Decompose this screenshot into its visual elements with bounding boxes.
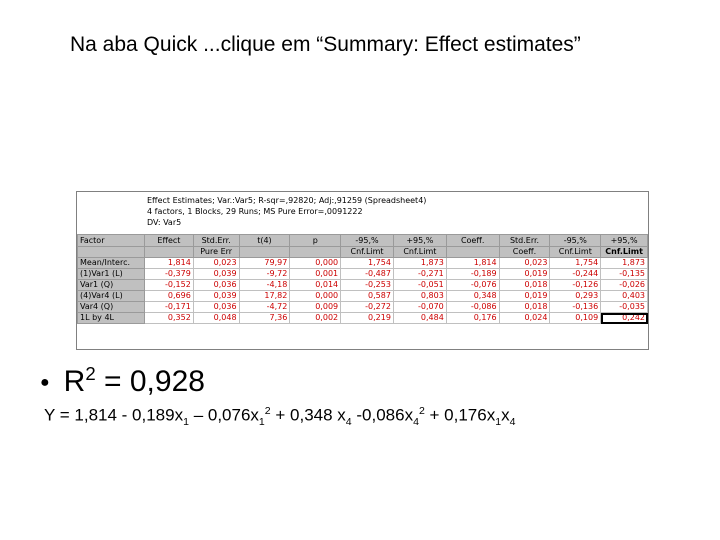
table-cell[interactable]: 7,36 bbox=[239, 313, 290, 324]
r-squared-bullet bbox=[40, 363, 205, 399]
table-cell[interactable]: -0,487 bbox=[341, 269, 394, 280]
table-cell[interactable]: -0,135 bbox=[601, 269, 648, 280]
col-subheader-lower-95: Cnf.Limt bbox=[341, 247, 394, 258]
eq-exponent: 2 bbox=[418, 405, 425, 417]
table-cell[interactable]: 1,814 bbox=[145, 258, 194, 269]
row-header[interactable]: (4)Var4 (L) bbox=[78, 291, 145, 302]
eq-exponent: 2 bbox=[264, 405, 271, 417]
col-subheader-t bbox=[239, 247, 290, 258]
eq-subscript: 4 bbox=[509, 416, 516, 429]
col-subheader-std-err: Pure Err bbox=[193, 247, 239, 258]
table-cell[interactable]: 0,352 bbox=[145, 313, 194, 324]
r2-value: = 0,928 bbox=[95, 365, 205, 398]
table-cell[interactable]: -0,035 bbox=[601, 302, 648, 313]
row-header[interactable]: Var1 (Q) bbox=[78, 280, 145, 291]
row-header[interactable]: Mean/Interc. bbox=[78, 258, 145, 269]
header-line-3: DV: Var5 bbox=[147, 218, 182, 227]
bullet-icon: ● bbox=[40, 374, 50, 392]
eq-subscript: 1 bbox=[495, 416, 502, 429]
table-cell[interactable]: -0,051 bbox=[393, 280, 446, 291]
table-cell[interactable]: 0,293 bbox=[550, 291, 601, 302]
table-cell[interactable]: -0,136 bbox=[550, 302, 601, 313]
table-cell[interactable]: 0,014 bbox=[290, 280, 341, 291]
table-cell[interactable]: 0,009 bbox=[290, 302, 341, 313]
table-row bbox=[78, 280, 648, 291]
table-cell[interactable]: -0,244 bbox=[550, 269, 601, 280]
col-subheader-coeff-lower-95: Cnf.Limt bbox=[550, 247, 601, 258]
table-row bbox=[78, 258, 648, 269]
table-cell[interactable]: -0,171 bbox=[145, 302, 194, 313]
table-cell[interactable]: -0,086 bbox=[446, 302, 499, 313]
eq-subscript: 4 bbox=[345, 416, 352, 429]
column-subheader-row bbox=[78, 247, 648, 258]
col-header-coeff-std-err[interactable]: Std.Err. bbox=[499, 235, 550, 247]
table-cell[interactable]: -0,152 bbox=[145, 280, 194, 291]
table-cell[interactable]: 0,039 bbox=[193, 269, 239, 280]
table-cell[interactable]: 1,873 bbox=[393, 258, 446, 269]
table-cell[interactable]: -0,379 bbox=[145, 269, 194, 280]
table-cell[interactable]: 79,97 bbox=[239, 258, 290, 269]
table-cell[interactable]: 0,018 bbox=[499, 302, 550, 313]
eq-part: + 0,348 x bbox=[270, 405, 346, 425]
table-cell[interactable]: 0,036 bbox=[193, 280, 239, 291]
table-cell[interactable]: 1,754 bbox=[341, 258, 394, 269]
table-cell[interactable]: 0,587 bbox=[341, 291, 394, 302]
row-header[interactable]: Var4 (Q) bbox=[78, 302, 145, 313]
col-header-t[interactable]: t(4) bbox=[239, 235, 290, 247]
selected-cell[interactable]: 0,242 bbox=[601, 313, 648, 324]
table-cell[interactable]: 0,803 bbox=[393, 291, 446, 302]
eq-part: – 0,076x bbox=[188, 405, 259, 425]
eq-subscript: 1 bbox=[258, 416, 265, 429]
col-header-coeff[interactable]: Coeff. bbox=[446, 235, 499, 247]
table-row bbox=[78, 269, 648, 280]
col-subheader-coeff bbox=[446, 247, 499, 258]
col-subheader-upper-95: Cnf.Limt bbox=[393, 247, 446, 258]
eq-subscript: 1 bbox=[183, 416, 189, 429]
col-subheader-effect bbox=[145, 247, 194, 258]
table-cell[interactable]: 17,82 bbox=[239, 291, 290, 302]
header-line-2: 4 factors, 1 Blocks, 29 Runs; MS Pure Error=,0091222 bbox=[147, 207, 363, 216]
table-cell[interactable]: -0,026 bbox=[601, 280, 648, 291]
table-row bbox=[78, 291, 648, 302]
table-cell[interactable]: 0,000 bbox=[290, 291, 341, 302]
table-cell[interactable]: 0,024 bbox=[499, 313, 550, 324]
col-subheader-coeff-std-err: Coeff. bbox=[499, 247, 550, 258]
table-cell[interactable]: 0,219 bbox=[341, 313, 394, 324]
table-cell[interactable]: -0,070 bbox=[393, 302, 446, 313]
table-cell[interactable]: 0,023 bbox=[499, 258, 550, 269]
col-subheader-factor bbox=[78, 247, 145, 258]
table-row bbox=[78, 302, 648, 313]
table-cell[interactable]: 1,873 bbox=[601, 258, 648, 269]
table-cell[interactable]: 0,036 bbox=[193, 302, 239, 313]
spreadsheet-header bbox=[77, 192, 648, 234]
eq-part: Y = 1,814 - 0,189x bbox=[44, 405, 184, 425]
col-header-factor[interactable]: Factor bbox=[78, 235, 145, 247]
col-header-p[interactable]: p bbox=[290, 235, 341, 247]
table-cell[interactable]: -4,72 bbox=[239, 302, 290, 313]
r2-superscript: 2 bbox=[85, 363, 96, 384]
table-cell[interactable]: 0,176 bbox=[446, 313, 499, 324]
r2-label: R bbox=[63, 365, 86, 398]
col-header-std-err[interactable]: Std.Err. bbox=[193, 235, 239, 247]
header-line-1: Effect Estimates; Var.:Var5; R-sqr=,92820; Adj:,91259 (Spreadsheet4) bbox=[147, 196, 427, 205]
col-header-lower-95[interactable]: -95,% bbox=[341, 235, 394, 247]
table-cell[interactable]: 0,023 bbox=[193, 258, 239, 269]
col-header-effect[interactable]: Effect bbox=[145, 235, 194, 247]
table-cell[interactable]: -0,271 bbox=[393, 269, 446, 280]
table-cell[interactable]: 0,018 bbox=[499, 280, 550, 291]
col-subheader-p bbox=[290, 247, 341, 258]
table-cell[interactable]: 0,000 bbox=[290, 258, 341, 269]
table-cell[interactable]: 0,048 bbox=[193, 313, 239, 324]
row-header[interactable]: (1)Var1 (L) bbox=[78, 269, 145, 280]
table-cell[interactable]: 0,348 bbox=[446, 291, 499, 302]
table-row bbox=[78, 313, 648, 324]
eq-part: x bbox=[501, 405, 510, 425]
table-cell[interactable]: 0,019 bbox=[499, 269, 550, 280]
table-cell[interactable]: -9,72 bbox=[239, 269, 290, 280]
eq-part: + 0,176x bbox=[424, 405, 496, 425]
col-header-coeff-upper-95[interactable]: +95,% bbox=[601, 235, 648, 247]
table-cell[interactable]: 0,696 bbox=[145, 291, 194, 302]
table-cell[interactable]: 0,001 bbox=[290, 269, 341, 280]
table-cell[interactable]: 0,019 bbox=[499, 291, 550, 302]
col-header-coeff-lower-95[interactable]: -95,% bbox=[550, 235, 601, 247]
eq-part: -0,086x bbox=[351, 405, 414, 425]
table-cell[interactable]: -0,272 bbox=[341, 302, 394, 313]
table-cell[interactable]: -0,126 bbox=[550, 280, 601, 291]
effect-estimates-table bbox=[77, 234, 648, 324]
table-cell[interactable]: -0,253 bbox=[341, 280, 394, 291]
table-cell[interactable]: 1,814 bbox=[446, 258, 499, 269]
eq-subscript: 4 bbox=[413, 416, 419, 429]
table-cell[interactable]: 0,002 bbox=[290, 313, 341, 324]
col-subheader-coeff-upper-95: Cnf.Limt bbox=[601, 247, 648, 258]
slide-title: Na aba Quick ...clique em “Summary: Effect estimates” bbox=[70, 33, 581, 56]
statistica-spreadsheet[interactable] bbox=[76, 191, 649, 350]
table-cell[interactable]: 0,039 bbox=[193, 291, 239, 302]
column-header-row bbox=[78, 235, 648, 247]
table-cell[interactable]: 0,484 bbox=[393, 313, 446, 324]
table-cell[interactable]: 0,109 bbox=[550, 313, 601, 324]
col-header-upper-95[interactable]: +95,% bbox=[393, 235, 446, 247]
table-cell[interactable]: -0,189 bbox=[446, 269, 499, 280]
table-cell[interactable]: -4,18 bbox=[239, 280, 290, 291]
row-header[interactable]: 1L by 4L bbox=[78, 313, 145, 324]
table-cell[interactable]: 0,403 bbox=[601, 291, 648, 302]
table-cell[interactable]: -0,076 bbox=[446, 280, 499, 291]
table-cell[interactable]: 1,754 bbox=[550, 258, 601, 269]
regression-equation bbox=[44, 405, 515, 428]
